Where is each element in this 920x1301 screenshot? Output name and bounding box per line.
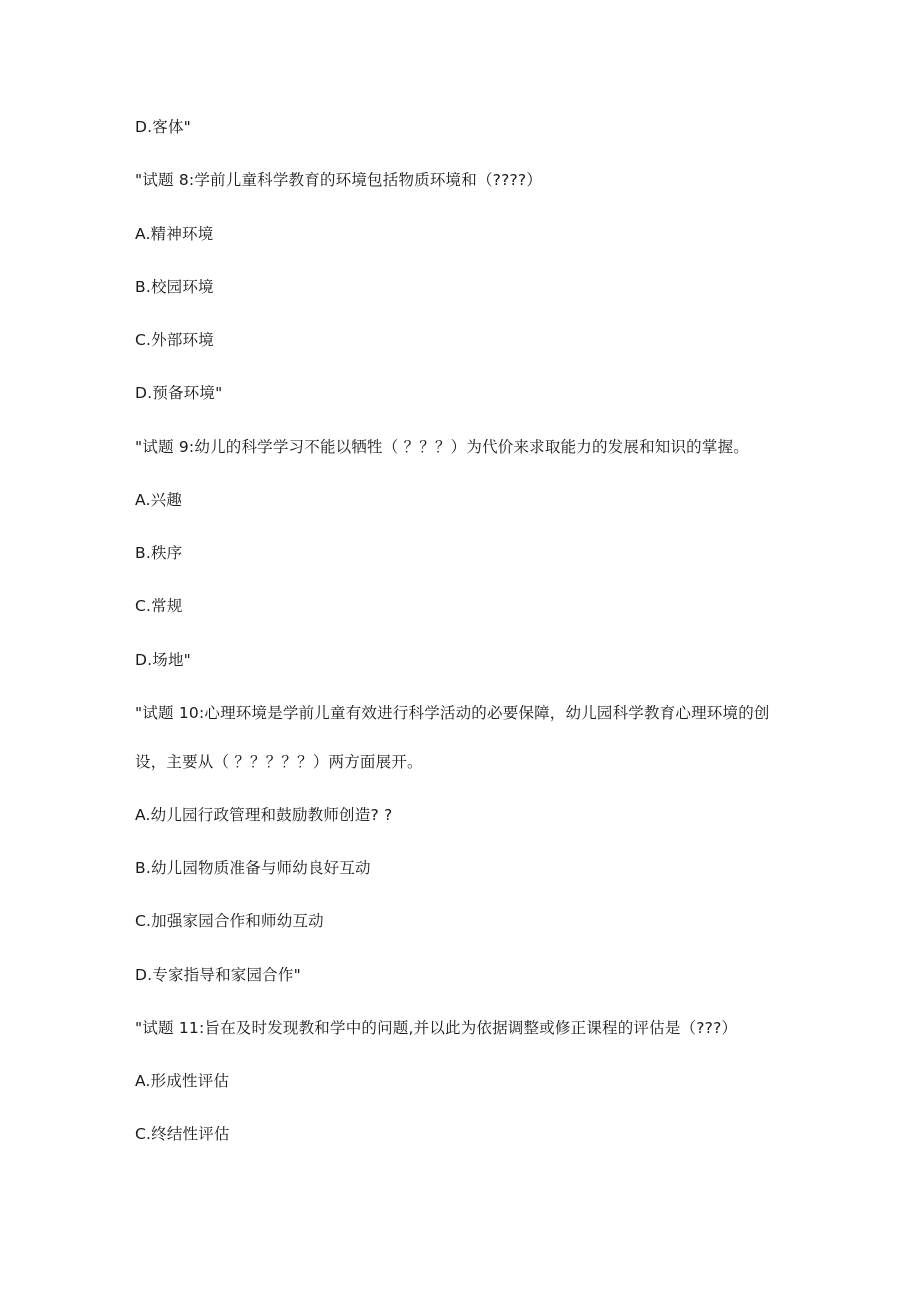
option-a-q8: A.精神环境 [135, 225, 214, 243]
option-c-q9: C.常规 [135, 597, 183, 615]
option-d-q8: D.预备环境" [135, 384, 223, 402]
option-c-q10: C.加强家园合作和师幼互动 [135, 912, 324, 930]
question-10-line-1: "试题 10:心理环境是学前儿童有效进行科学活动的必要保障，幼儿园科学教育心理环境的创 [135, 704, 770, 722]
option-a-q11: A.形成性评估 [135, 1072, 230, 1090]
question-10-line-2: 设，主要从（ ？？？？？）两方面展开。 [135, 753, 423, 771]
option-b-q9: B.秩序 [135, 544, 183, 562]
question-8: "试题 8:学前儿童科学教育的环境包括物质环境和（????） [135, 171, 543, 189]
option-b-q8: B.校园环境 [135, 278, 214, 296]
option-a-q9: A.兴趣 [135, 491, 183, 509]
question-11: "试题 11:旨在及时发现教和学中的问题,并以此为依据调整或修正课程的评估是（???） [135, 1019, 738, 1037]
option-d-q7: D.客体" [135, 118, 191, 136]
option-a-q10: A.幼儿园行政管理和鼓励教师创造? ? [135, 806, 393, 824]
option-b-q10: B.幼儿园物质准备与师幼良好互动 [135, 859, 371, 877]
option-c-q8: C.外部环境 [135, 331, 214, 349]
option-c-q11: C.终结性评估 [135, 1125, 230, 1143]
option-d-q9: D.场地" [135, 651, 191, 669]
question-9: "试题 9:幼儿的科学学习不能以牺牲（ ？？？）为代价来求取能力的发展和知识的掌握。 [135, 438, 749, 456]
option-d-q10: D.专家指导和家园合作" [135, 966, 301, 984]
